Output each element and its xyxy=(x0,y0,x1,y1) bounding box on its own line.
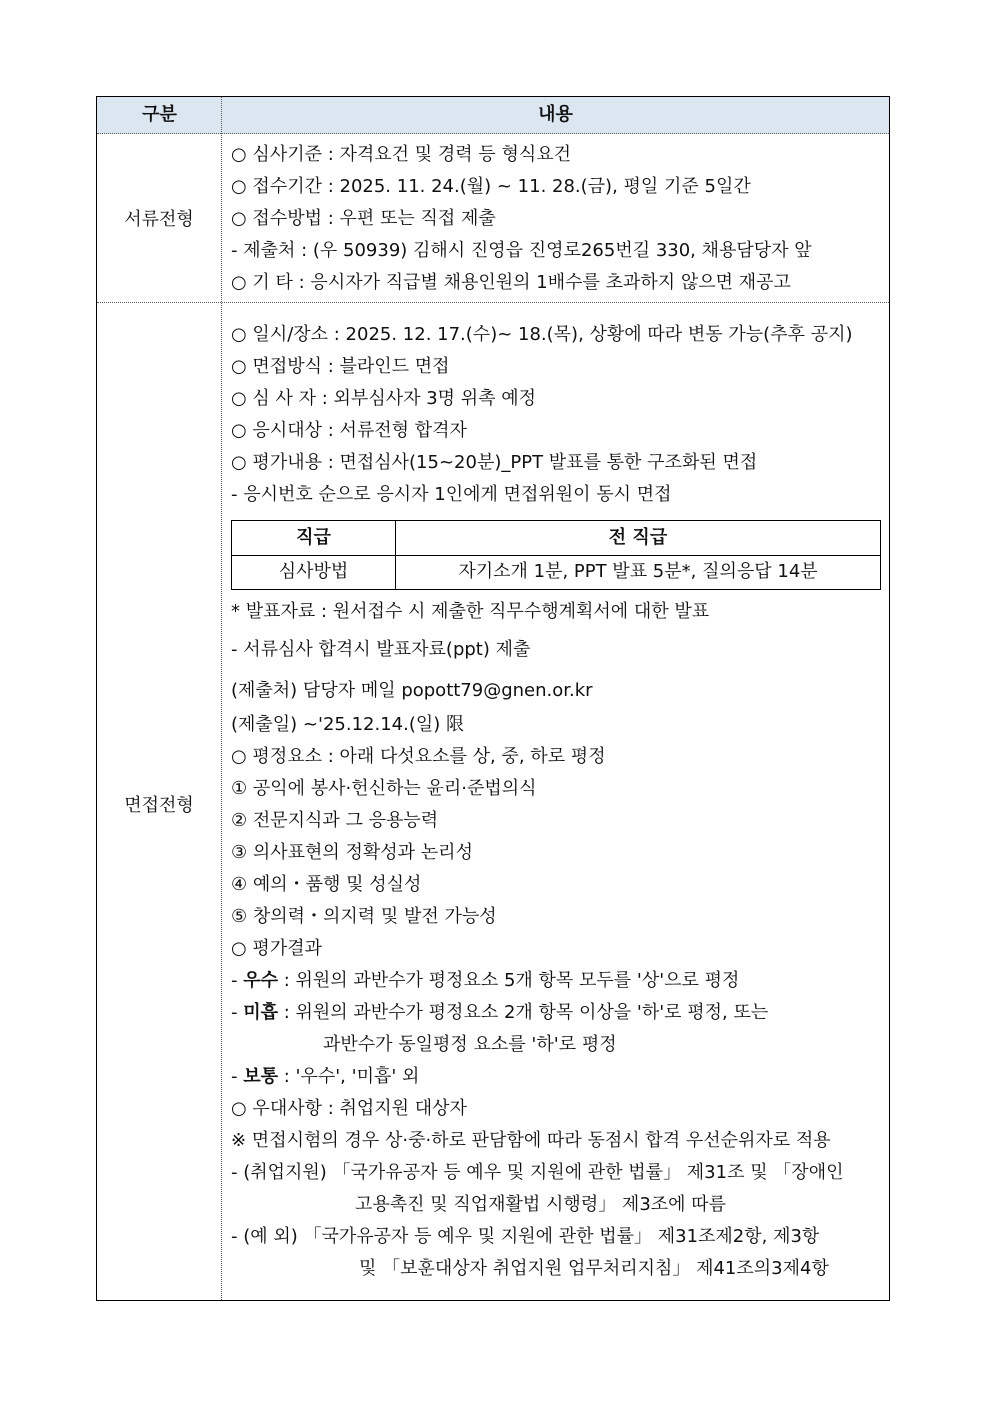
interview-line: ④ 예의・품행 및 성실성 xyxy=(231,874,422,895)
interview-line: - 응시번호 순으로 응시자 1인에게 면접위원이 동시 면접 xyxy=(231,484,672,505)
interview-line: (제출처) 담당자 메일 popott79@gnen.or.kr xyxy=(231,680,593,701)
result-excellent-label: 우수 xyxy=(243,970,278,991)
inner-cell-method: 심사방법 xyxy=(232,555,396,589)
doc-line: ○ 심사기준 : 자격요건 및 경력 등 형식요건 xyxy=(231,144,572,165)
interview-line: ② 전문지식과 그 응용능력 xyxy=(231,810,439,831)
interview-line: ○ 우대사항 : 취업지원 대상자 xyxy=(231,1098,467,1119)
doc-line: ○ 접수방법 : 우편 또는 직접 제출 xyxy=(231,208,496,229)
result-poor: - 미흡 : 위원의 과반수가 평정요소 2개 항목 이상을 '하'로 평정, 또는 xyxy=(231,1002,769,1023)
row-divider xyxy=(97,302,889,303)
interview-line: ○ 평정요소 : 아래 다섯요소를 상, 중, 하로 평정 xyxy=(231,746,606,767)
evaluation-method-table xyxy=(231,520,881,590)
doc-line: ○ 접수기간 : 2025. 11. 24.(월) ~ 11. 28.(금), 평일 기준 5일간 xyxy=(231,176,751,197)
interview-line: ○ 심 사 자 : 외부심사자 3명 위촉 예정 xyxy=(231,388,537,409)
header-content: 내용 xyxy=(538,104,573,125)
interview-line: ① 공익에 봉사·헌신하는 윤리·준법의식 xyxy=(231,778,537,799)
interview-line: (제출일) ~'25.12.14.(일) 限 xyxy=(231,714,464,735)
result-normal: - 보통 : '우수', '미흡' 외 xyxy=(231,1066,420,1087)
interview-line: ○ 응시대상 : 서류전형 합격자 xyxy=(231,420,467,441)
interview-line: * 발표자료 : 원서접수 시 제출한 직무수행계획서에 대한 발표 xyxy=(231,601,710,622)
interview-line: - (예 외) 「국가유공자 등 예우 및 지원에 관한 법률」 제31조제2항, 제3항 xyxy=(231,1226,820,1247)
interview-line: ○ 평가결과 xyxy=(231,938,322,959)
interview-line: - 서류심사 합격시 발표자료(ppt) 제출 xyxy=(231,639,531,660)
result-poor-label: 미흡 xyxy=(243,1002,278,1023)
interview-line: ③ 의사표현의 정확성과 논리성 xyxy=(231,842,473,863)
result-excellent-text: : 위원의 과반수가 평정요소 5개 항목 모두를 '상'으로 평정 xyxy=(278,970,740,991)
interview-line: ○ 면접방식 : 블라인드 면접 xyxy=(231,356,450,377)
inner-header-grade: 직급 xyxy=(296,527,331,548)
result-poor-continuation: 과반수가 동일평정 요소를 '하'로 평정 xyxy=(323,1034,617,1055)
inner-table-row xyxy=(232,555,880,589)
header-category: 구분 xyxy=(142,104,177,125)
interview-line-continuation: 고용촉진 및 직업재활법 시행령」 제3조에 따름 xyxy=(355,1194,727,1215)
result-poor-text: : 위원의 과반수가 평정요소 2개 항목 이상을 '하'로 평정, 또는 xyxy=(278,1002,769,1023)
row-label-interview: 면접전형 xyxy=(124,795,194,816)
doc-line: - 제출처 : (우 50939) 김해시 진영읍 진영로265번길 330, 채용담당자 앞 xyxy=(231,240,812,261)
recruitment-table xyxy=(96,96,890,1301)
doc-line: ○ 기 타 : 응시자가 직급별 채용인원의 1배수를 초과하지 않으면 재공고 xyxy=(231,272,791,293)
result-normal-label: 보통 xyxy=(243,1066,278,1087)
result-excellent: - 우수 : 위원의 과반수가 평정요소 5개 항목 모두를 '상'으로 평정 xyxy=(231,970,740,991)
interview-line: ※ 면접시험의 경우 상·중·하로 판담함에 따라 동점시 합격 우선순위자로 적용 xyxy=(231,1130,831,1151)
interview-line: ○ 평가내용 : 면접심사(15~20분)_PPT 발표를 통한 구조화된 면접 xyxy=(231,452,758,473)
row-label-document: 서류전형 xyxy=(124,209,194,230)
column-divider xyxy=(221,97,222,1300)
inner-cell-detail: 자기소개 1분, PPT 발표 5분*, 질의응답 14분 xyxy=(458,561,818,582)
result-normal-text: : '우수', '미흡' 외 xyxy=(278,1066,420,1087)
interview-line: - (취업지원) 「국가유공자 등 예우 및 지원에 관한 법률」 제31조 및 「장애인 xyxy=(231,1162,844,1183)
interview-line-continuation: 및 「보훈대상자 취업지원 업무처리지침」 제41조의3제4항 xyxy=(359,1258,829,1279)
interview-line: ○ 일시/장소 : 2025. 12. 17.(수)~ 18.(목), 상황에 따라 변동 가능(추후 공지) xyxy=(231,324,853,345)
table-header xyxy=(97,97,889,134)
inner-header-all-grades: 전 직급 xyxy=(608,527,668,548)
interview-line: ⑤ 창의력・의지력 및 발전 가능성 xyxy=(231,906,497,927)
inner-table-header xyxy=(232,521,880,556)
